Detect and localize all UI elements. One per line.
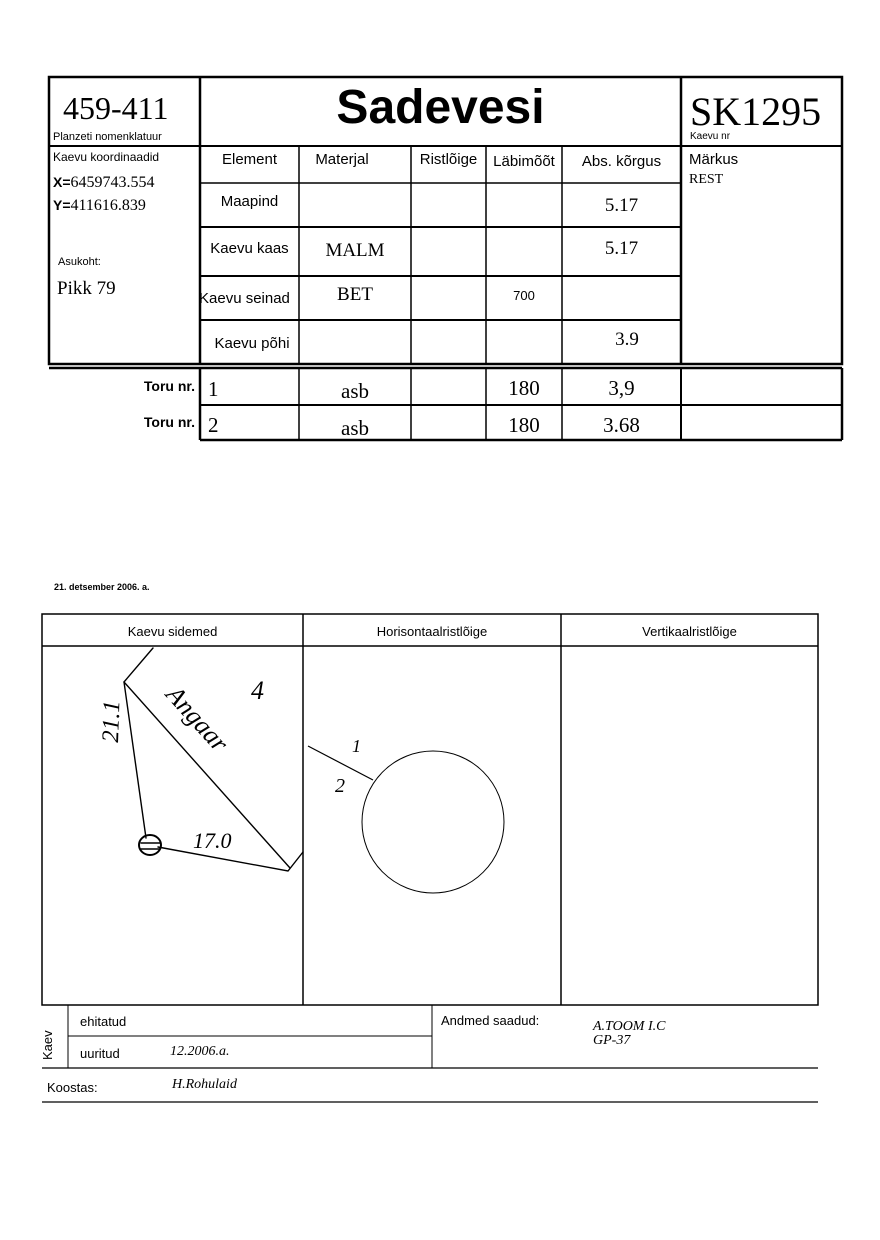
pipe-height: 3.68 bbox=[603, 413, 640, 437]
sketch-col-vertical: Vertikaalristlõige bbox=[642, 624, 737, 639]
data-from-line2: GP-37 bbox=[593, 1033, 631, 1048]
building-number-note: 4 bbox=[251, 676, 264, 705]
bottom-distance-note: 17.0 bbox=[193, 828, 232, 853]
document-date: 21. detsember 2006. a. bbox=[54, 582, 150, 592]
row-element: Maapind bbox=[220, 193, 279, 210]
col-diameter: Läbimõõt bbox=[493, 153, 555, 170]
data-from-line1: A.TOOM I.C bbox=[593, 1019, 666, 1034]
pipe-label: Toru nr. bbox=[143, 378, 195, 394]
col-abs-height: Abs. kõrgus bbox=[581, 153, 662, 170]
remark-value: REST bbox=[689, 172, 724, 187]
horizontal-section-drawing bbox=[308, 746, 504, 893]
x-value: 6459743.554 bbox=[70, 174, 155, 191]
y-label: Y= bbox=[53, 197, 71, 213]
well-vertical-label: Kaev bbox=[40, 1030, 55, 1060]
x-coordinate bbox=[53, 174, 155, 192]
nomenclature-value: 459-411 bbox=[63, 90, 169, 126]
col-remark: Märkus bbox=[689, 151, 739, 168]
row-material: MALM bbox=[325, 240, 385, 261]
nomenclature-label: Planzeti nomenklatuur bbox=[53, 131, 162, 143]
side-distance-note: 21.1 bbox=[98, 700, 126, 743]
page-title: Sadevesi bbox=[336, 81, 545, 134]
pipe-number: 1 bbox=[208, 377, 219, 401]
building-note: Angaar bbox=[160, 680, 235, 758]
sketch-col-connections: Kaevu sidemed bbox=[127, 624, 218, 639]
location-label: Asukoht: bbox=[58, 256, 101, 268]
col-element: Element bbox=[221, 151, 278, 168]
col-material: Materjal bbox=[315, 151, 369, 168]
pipe-height: 3,9 bbox=[608, 376, 635, 400]
row-element: Kaevu seinad bbox=[199, 290, 290, 307]
sketch-col-horizontal: Horisontaalristlõige bbox=[376, 624, 488, 639]
surveyed-value: 12.2006.a. bbox=[170, 1044, 230, 1059]
row-diameter: 700 bbox=[513, 288, 535, 303]
row-element: Kaevu põhi bbox=[214, 335, 290, 352]
pipe-number: 2 bbox=[208, 413, 219, 437]
compiled-value: H.Rohulaid bbox=[172, 1077, 237, 1092]
pipe-label: Toru nr. bbox=[143, 414, 195, 430]
compiled-label: Koostas: bbox=[47, 1080, 98, 1095]
pipe-material: asb bbox=[341, 416, 369, 440]
y-coordinate bbox=[53, 197, 146, 215]
pipe1-note: 1 bbox=[352, 736, 361, 756]
row-height: 5.17 bbox=[604, 195, 639, 216]
row-material: BET bbox=[337, 284, 373, 305]
pipe-material: asb bbox=[341, 379, 369, 403]
well-number-label: Kaevu nr bbox=[690, 131, 731, 142]
built-label: ehitatud bbox=[80, 1014, 127, 1029]
pipe-diameter: 180 bbox=[508, 413, 540, 437]
row-element: Kaevu kaas bbox=[210, 240, 289, 257]
pipe-diameter: 180 bbox=[508, 376, 540, 400]
row-height: 3.9 bbox=[615, 329, 639, 350]
surveyed-label: uuritud bbox=[80, 1046, 120, 1061]
col-cross-section: Ristlõige bbox=[419, 151, 478, 168]
well-number-value: SK1295 bbox=[690, 89, 822, 134]
y-value: 411616.839 bbox=[70, 197, 146, 214]
pipe2-note: 2 bbox=[335, 775, 345, 797]
location-value: Pikk 79 bbox=[57, 278, 116, 299]
coordinates-label: Kaevu koordinaadid bbox=[53, 150, 160, 164]
x-label: X= bbox=[53, 174, 71, 190]
data-from-label: Andmed saadud: bbox=[441, 1013, 540, 1028]
row-height: 5.17 bbox=[604, 238, 639, 259]
